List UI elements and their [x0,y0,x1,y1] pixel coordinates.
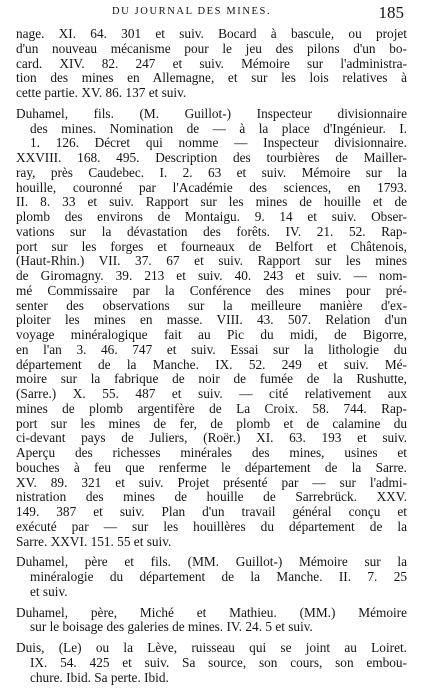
text-line: des mines. Nomination de — à la place d'Ingénieur. I. [30,121,407,136]
text-line: (Sarre.) X. 55. 487 et suiv. — cité relativement aux [16,387,407,401]
text-line: bouches à feu que renferme le département de la Sarre. [16,460,407,475]
text-line: card. XIV. 82. 247 et suiv. Mémoire sur l'administra- [16,56,407,71]
text-line: moire sur la fabrique de noir de fumée de la Rushutte, [16,372,407,387]
text-line: XV. 89. 321 et suiv. Projet présenté par — sur l'admi- [16,475,407,490]
text-line: (Haut-Rhin.) VII. 37. 67 et suiv. Rapport sur les mines [16,254,407,269]
text-line: Sarre. XXVI. 151. 55 et suiv. [16,534,172,549]
text-line: nage. XI. 64. 301 et suiv. Bocard à bascule, ou projet [16,27,407,41]
text-line: en l'an 3. 46. 747 et suiv. Essai sur la lithologie du [16,342,407,357]
text-line: II. 8. 33 et suiv. Rapport sur les mines de houille et de [16,195,407,210]
entry-heading-line: Duhamel, fils. (M. Guillot-) Inspecteur divisionnaire [16,106,407,121]
text-line: port sur les forges et fourneaux de Belfort et Châtenois, [16,239,407,254]
index-body [16,27,407,685]
text-line: XXVIII. 168. 495. Description des tourbières de Mailler- [16,151,407,165]
text-line: tion des mines en Allemagne, et sur les lois relatives à [16,71,407,86]
text-line: senter des observations sur la meilleure manière d'ex- [16,298,407,313]
text-line: d'un nouveau mécanisme pour le jeu des pilons d'un bo- [16,41,407,56]
text-line: et suiv. [30,584,68,599]
text-line: de Giromagny. 39. 213 et suiv. 40. 243 et suiv. — nom- [16,269,407,283]
index-entry [16,107,407,550]
text-line: vations sur la dévastation des forêts. IV. 21. 52. Rap- [16,224,407,239]
index-entry [16,27,407,101]
text-line: plomb des environs de Montaigu. 9. 14 et suiv. Obser- [16,210,407,224]
text-line: nistration des mines de houille de Sarrebrück. XXV. [16,490,407,505]
page-header [0,4,427,28]
index-entry [16,606,407,636]
text-line: port sur les mines de fer, de plomb et de calamine du [16,416,407,431]
text-line: chure. Ibid. Sa perte. Ibid. [30,670,169,685]
text-line: Aperçu des richesses minérales des mines, usines et [16,446,407,460]
entry-heading-line: Duhamel, père, Miché et Mathieu. (MM.) Mémoire [16,605,407,620]
text-line: houille, couronné par l'Académie des sciences, en 1793. [16,180,407,195]
text-line: mines de plomb argentifère de La Croix. 58. 744. Rap- [16,401,407,416]
entry-heading-line: Duis, (Le) ou la Lève, ruisseau qui se joint au Loiret. [16,641,407,655]
running-head: DU JOURNAL DES MINES. [112,6,272,17]
text-line: mé Commissaire par la Conférence des mines pour pré- [16,283,407,298]
index-entry [16,555,407,599]
text-line: exécuté par — sur les houillères du département de la [16,519,407,534]
text-line: 1. 126. Décret qui nomme — Inspecteur divisionnaire. [30,136,407,151]
text-line: sur le boisage des galeries de mines. IV. 24. 5 et suiv. [30,620,313,635]
text-line: minéralogie du département de la Manche. II. 7. 25 [30,570,407,584]
index-entry [16,641,407,685]
text-line: ploiter les mines en masse. VIII. 43. 507. Relation d'un [16,313,407,328]
text-line: département de la Manche. IX. 52. 249 et suiv. Mé- [16,357,407,372]
text-line: ray, près Caudebec. I. 2. 63 et suiv. Mémoire sur la [16,165,407,180]
text-line: 149. 387 et suiv. Plan d'un travail général conçu et [16,505,407,519]
page-number: 185 [378,3,404,22]
text-line: voyage minéralogique fait au Pic du midi, de Bigorre, [16,328,407,342]
text-line: IX. 54. 425 et suiv. Sa source, son cours, son embou- [30,655,407,670]
entry-heading-line: Duhamel, père et fils. (MM. Guillot-) Mémoire sur la [16,555,407,570]
text-line: cette partie. XV. 86. 137 et suiv. [16,86,187,100]
text-line: ci-devant pays de Juliers, (Roër.) XI. 63. 193 et suiv. [16,431,407,446]
